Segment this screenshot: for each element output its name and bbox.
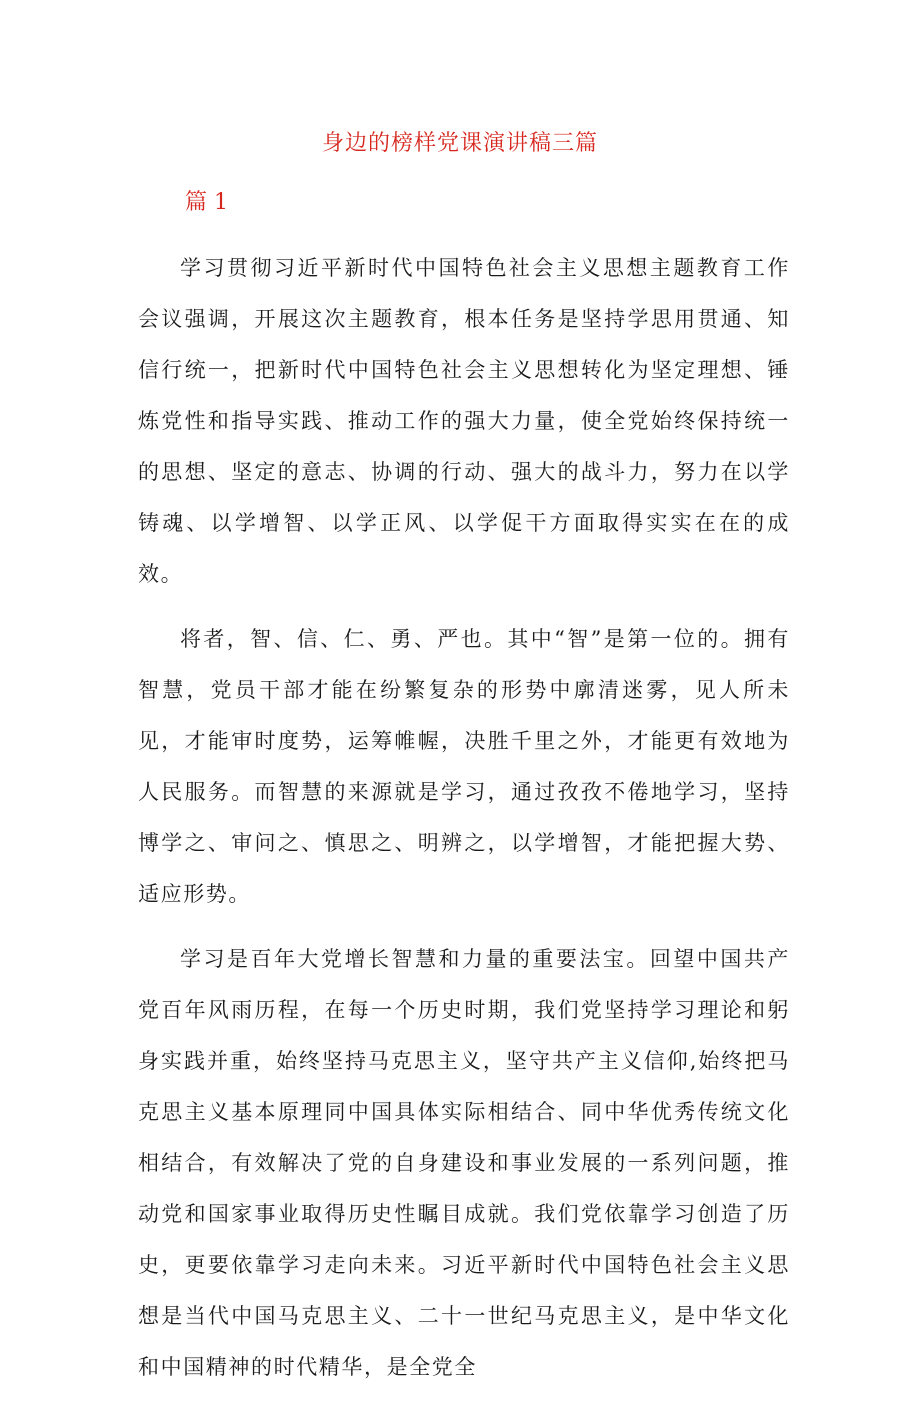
section-heading: 篇 1 xyxy=(185,190,228,215)
document-body xyxy=(138,243,790,1407)
paragraph-3: 学习是百年大党增长智慧和力量的重要法宝。回望中国共产党百年风雨历程，在每一个历史时期，我们党坚持学习理论和躬身实践并重，始终坚持马克思主义，坚守共产主义信仰,始终把马克思主义基本原理同中国具体实际相结合、同中华优秀传统文化相结合，有效解决了党的自身建设和事业发展的一系列问题，推动党和国家事业取得历史性瞩目成就。我们党依靠学习创造了历史，更要依靠学习走向未来。习近平新时代中国特色社会主义思想是当代中国马克思主义、二十一世纪马克思主义，是中华文化和中国精神的时代精华，是全党全 xyxy=(138,947,790,1379)
paragraph-2: 将者，智、信、仁、勇、严也。其中“智”是第一位的。拥有智慧，党员干部才能在纷繁复杂的形势中廓清迷雾，见人所未见，才能审时度势，运筹帷幄，决胜千里之外，才能更有效地为人民服务。而智慧的来源就是学习，通过孜孜不倦地学习，坚持博学之、审问之、慎思之、明辨之，以学增智，才能把握大势、适应形势。 xyxy=(138,627,790,906)
document-title: 身边的榜样党课演讲稿三篇 xyxy=(321,131,598,156)
paragraph-1: 学习贯彻习近平新时代中国特色社会主义思想主题教育工作会议强调，开展这次主题教育，根本任务是坚持学思用贯通、知信行统一，把新时代中国特色社会主义思想转化为坚定理想、锤炼党性和指导实践、推动工作的强大力量，使全党始终保持统一的思想、坚定的意志、协调的行动、强大的战斗力，努力在以学铸魂、以学增智、以学正风、以学促干方面取得实实在在的成效。 xyxy=(138,256,790,586)
